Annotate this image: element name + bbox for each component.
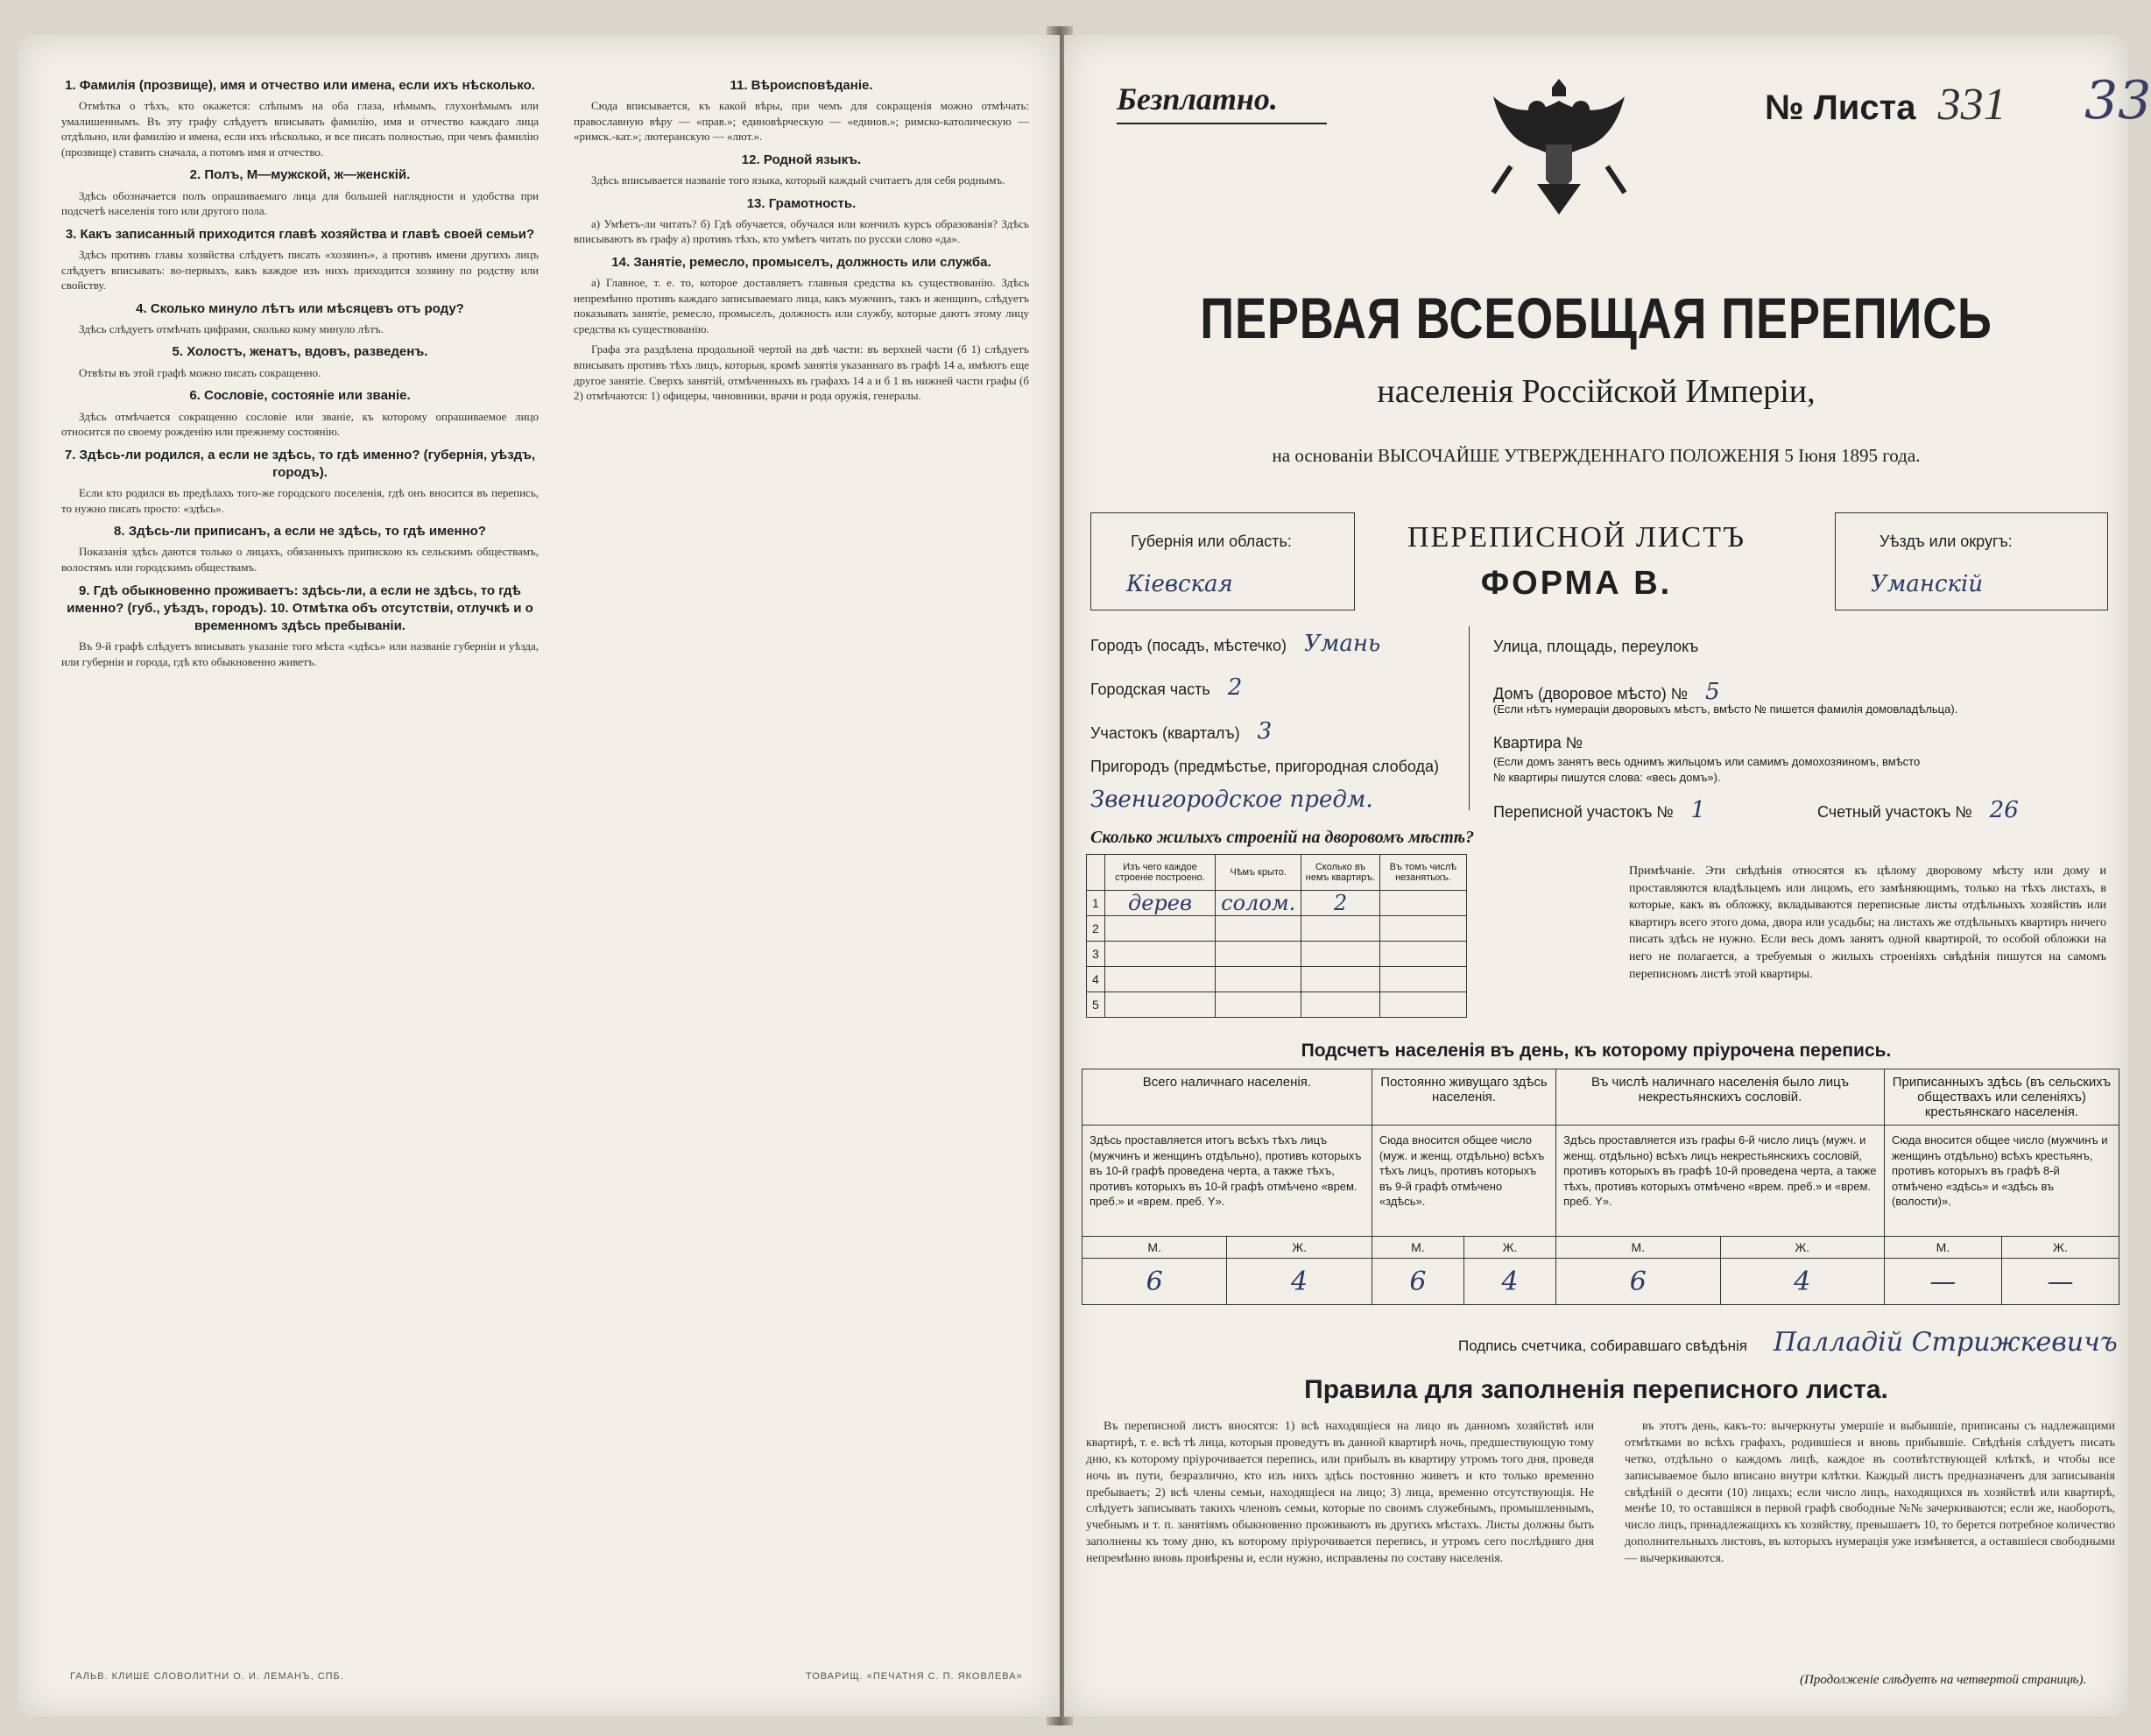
address-divider-line <box>1469 626 1470 810</box>
dom-label: Домъ (дворовое мѣсто) № <box>1493 685 1689 702</box>
dwelling-empty <box>1379 992 1466 1018</box>
census-title: ПЕРВАЯ ВСЕОБЩАЯ ПЕРЕПИСЬ <box>1200 286 1992 350</box>
instruction-text: Здѣсь вписывается названіе того языка, который каждый считаетъ для себя роднымъ. <box>591 173 1005 187</box>
prigorod-label-field: Пригородъ (предмѣстье, пригородная слобода) <box>1090 758 1440 775</box>
dwelling-header: Въ томъ числѣ незанятыхъ. <box>1379 855 1466 891</box>
instruction-heading: 13. Грамотность. <box>746 195 857 211</box>
dwelling-material <box>1104 916 1215 942</box>
pencil-page-number: 33 <box>2084 70 2151 131</box>
dwelling-row-number: 2 <box>1087 916 1105 942</box>
count-value: 4 <box>1720 1259 1884 1305</box>
uezd-value: Уманскій <box>1871 571 1984 597</box>
instruction-heading: 7. Здѣсь-ли родился, а если не здѣсь, то гдѣ именно? (губернія, уѣздъ, городъ). <box>64 447 536 480</box>
count-value: — <box>1884 1259 2001 1305</box>
dwelling-header: Сколько въ немъ квартиръ. <box>1301 855 1379 891</box>
dwelling-apartments <box>1301 967 1379 992</box>
count-header: Въ числѣ наличнаго населенія было лицъ некрестьянскихъ сословій. <box>1556 1069 1885 1126</box>
dwelling-row <box>1087 967 1467 992</box>
count-description: Здѣсь проставляется итогъ всѣхъ тѣхъ лицъ (мужчинъ и женщинъ отдѣльно), противъ которыхъ въ 10-й графѣ проведена черта, а также тѣхъ, противъ которыхъ въ 10-й графѣ отмѣчено «врем. преб.» и «врем. преб. Y». <box>1083 1126 1372 1237</box>
instruction-heading: 9. Гдѣ обыкновенно проживаетъ: здѣсь-ли, а если не здѣсь, то гдѣ именно? (губ., уѣздъ, городъ). 10. Отмѣтка объ отсутствіи, отлучкѣ и о временномъ здѣсь пребываніи. <box>67 582 533 634</box>
dwelling-empty <box>1379 942 1466 967</box>
dwelling-roof <box>1216 916 1301 942</box>
kvartira-label: Квартира № <box>1493 734 1583 752</box>
form-title-line2: ФОРМА В. <box>1480 565 1673 602</box>
gorod-field <box>1090 631 1380 657</box>
dwelling-apartments: 2 <box>1301 891 1379 916</box>
dwelling-row-number: 3 <box>1087 942 1105 967</box>
rules-column-left <box>1086 1419 1594 1571</box>
dom-value: 5 <box>1705 679 1720 705</box>
chast-label: Городская часть <box>1090 681 1210 698</box>
instruction-heading: 5. Холостъ, женатъ, вдовъ, разведенъ. <box>172 344 428 360</box>
population-count-title: Подсчетъ населенія въ день, къ которому пріурочена перепись. <box>1301 1041 1892 1061</box>
instruction-text: Здѣсь отмѣчается сокращенно сословіе или званіе, къ которому опрашиваемое лицо относится по своему рожденію или прежнему состоянію. <box>61 409 539 439</box>
ulitsa-label: Улица, площадь, переулокъ <box>1493 638 1699 655</box>
dwelling-row <box>1087 916 1467 942</box>
legal-basis-line: на основаніи ВЫСОЧАЙШЕ УТВЕРЖДЕННАГО ПОЛОЖЕНІЯ 5 Іюня 1895 года. <box>1272 445 1921 466</box>
instruction-heading: 14. Занятіе, ремесло, промыселъ, должность или служба. <box>611 255 991 271</box>
dwelling-apartments <box>1301 942 1379 967</box>
count-value: 6 <box>1372 1259 1463 1305</box>
dwelling-roof <box>1216 967 1301 992</box>
left-page-instructions <box>18 35 1060 1717</box>
printer-credit-right: ТОВАРИЩ. «ПЕЧАТНЯ С. П. ЯКОВЛЕВА» <box>806 1671 1023 1682</box>
instruction-text: Здѣсь слѣдуетъ отмѣчать цифрами, сколько кому минуло лѣтъ. <box>79 321 384 335</box>
rules-text-right: въ этотъ день, какъ-то: вычеркнуты умершіе и выбывшіе, приписаны съ надлежащими отмѣтками во всѣхъ графахъ, родившіеся и вновь прибывшіе. Свѣдѣнія слѣдуетъ писать четко, отдѣльно о каждомъ лицѣ, каждое въ соотвѣтствующей клѣткѣ, и чтобы все записываемое было вписано внутри клѣтки. Каждый листъ предназначенъ для записыванія свѣдѣній о десяти (10) лицахъ; если число лицъ, находящихся въ хозяйствѣ или квартирѣ, менѣе 10, то оставшіяся в первой графѣ свободные №№ зачеркиваются; если же, наоборотъ, число лицъ, принадлежащихъ къ хозяйству, превышаетъ 10, то берется потребное количество дополнительныхъ листовъ, въ которыхъ нумерація уже измѣняется, а оставшіеся свободными — вычеркиваются. <box>1625 1420 2115 1566</box>
schet-uchastok-value: 26 <box>1989 797 2019 823</box>
count-description: Здѣсь проставляется изъ графы 6-й число лицъ (мужч. и женщ. отдѣльно) всѣхъ лицъ некрестьянскихъ сословій, противъ которыхъ въ графѣ 10-й проведена черта, а также тѣхъ, противъ которыхъ отмѣчено «врем. преб.» и «врем. преб. Y». <box>1556 1126 1885 1237</box>
instruction-heading: 11. Вѣроисповѣданіе. <box>730 78 873 93</box>
dwelling-note: Примѣчаніе. Эти свѣдѣнія относятся къ цѣлому дворовому мѣсту или дому и проставляются владѣльцемъ или лицомъ, его замѣняющимъ, только на тѣхъ листахъ, в которые, какъ въ обложку, вкладываются переписные листы отдѣльныхъ хозяйствъ или квартиръ всего этого дома, двора или усадьбы; на листахъ же отдѣльныхъ квартиръ ничего писать здѣсь не нужно. Если весь домъ занятъ одной квартирой, то особой обложки на него не полагается, а требуемыя о жилыхъ строеніяхъ свѣдѣнія пишутся на самомъ переписномъ листѣ этой квартиры. <box>1629 864 2106 981</box>
sheet-number-printed: 331 <box>1937 80 2006 130</box>
count-value: 6 <box>1556 1259 1720 1305</box>
uchastok-value: 3 <box>1257 718 1273 745</box>
instruction-text: Если кто родился въ предѣлахъ того-же городского поселенія, гдѣ онъ вносится въ перепись, то нужно писать просто: «здѣсь». <box>61 486 539 515</box>
count-description: Сюда вносится общее число (мужчинъ и женщинъ отдѣльно) всѣхъ крестьянъ, противъ которыхъ въ графѣ 8-й отмѣчено «здѣсь» и «здѣсь въ (волости)». <box>1884 1126 2119 1237</box>
chast-value: 2 <box>1227 674 1243 701</box>
printer-credit-left: ГАЛЬВ. КЛИШЕ СЛОВОЛИТНИ О. И. ЛЕМАНЪ, СПБ. <box>70 1671 344 1682</box>
instruction-text: а) Умѣетъ-ли читать? б) Гдѣ обучается, обучался или кончилъ курсъ образованія? Здѣсь вписываютъ въ графу а) противъ тѣхъ, кто умѣетъ читать по русски слово «да». <box>574 216 1029 246</box>
rules-column-right <box>1625 1419 2115 1571</box>
perepis-uchastok-field <box>1493 797 1705 823</box>
rules-title: Правила для заполненія переписного листа. <box>1304 1375 1888 1404</box>
signature-label: Подпись счетчика, собиравшаго свѣдѣнія <box>1458 1337 1747 1354</box>
dwelling-roof: солом. <box>1216 891 1301 916</box>
dwelling-question: Сколько жилыхъ строеній на дворовомъ мѣстѣ? <box>1090 828 1475 847</box>
count-header: Приписанныхъ здѣсь (въ сельскихъ обществахъ или селеніяхъ) крестьянскаго населенія. <box>1884 1069 2119 1126</box>
right-page-census-form <box>1064 35 2151 1717</box>
count-value: 6 <box>1083 1259 1227 1305</box>
dom-note: (Если нѣтъ нумераціи дворовыхъ мѣстъ, вмѣсто № пишется фамилія домовладѣльца). <box>1493 702 1958 716</box>
continuation-note: (Продолженіе слѣдуетъ на четвертой страницѣ). <box>1800 1673 2087 1687</box>
sex-male-label: М. <box>1372 1237 1463 1259</box>
free-of-charge-label: Безплатно. <box>1117 81 1278 116</box>
dwelling-apartments <box>1301 916 1379 942</box>
dwelling-row <box>1087 891 1467 916</box>
instructions-column-1 <box>61 70 539 674</box>
count-header: Постоянно живущаго здѣсь населенія. <box>1372 1069 1555 1126</box>
uezd-box <box>1835 512 2108 610</box>
sex-male-label: М. <box>1083 1237 1227 1259</box>
dwelling-row-number: 5 <box>1087 992 1105 1018</box>
instruction-text: Здѣсь обозначается полъ опрашиваемаго лица для большей наглядности и удобства при подсчетѣ населенія того или другого пола. <box>61 188 539 218</box>
sex-female-label: Ж. <box>2001 1237 2119 1259</box>
free-label-underline <box>1117 123 1327 124</box>
gorod-value: Умань <box>1303 631 1381 657</box>
instruction-heading: 3. Какъ записанный приходится главѣ хозяйства и главѣ своей семьи? <box>65 226 535 242</box>
dwelling-empty <box>1379 967 1466 992</box>
rules-text-left: Въ переписной листъ вносятся: 1) всѣ находящіеся на лицо въ данномъ хозяйствѣ или квартирѣ, т. е. всѣ тѣ лица, которыя проведутъ въ данной квартирѣ ночь, предшествующую тому дню, къ которому пріурочивается перепись, или прибылъ въ квартиру утромъ того дня, проведя ночь въ пути, безразлично, кто изъ нихъ здѣсь постоянно живетъ и кто только временно пребываетъ; 2) всѣ члены семьи, находящіеся на лицо; 3) лица, временно отсутствующія. Не слѣдуетъ записывать такихъ членовъ семьи, которые по своимъ служебнымъ, промышленнымъ, учебнымъ и т. п. занятіямъ обыкновенно проживаютъ въ другихъ мѣстахъ. Листы должны быть заполнены къ тому дню, къ которому пріурочивается перепись, и утромъ сего послѣдняго дня непремѣнно вновь провѣрены и, если нужно, исправлены по составу населенія. <box>1086 1420 1594 1566</box>
instruction-heading: 12. Родной языкъ. <box>741 152 862 167</box>
instruction-heading: 4. Сколько минуло лѣтъ или мѣсяцевъ отъ роду? <box>136 300 464 316</box>
dwelling-material <box>1104 992 1215 1018</box>
dwelling-row-number: 4 <box>1087 967 1105 992</box>
uchastok-label: Участокъ (кварталъ) <box>1090 724 1240 742</box>
uezd-label: Уѣздъ или округъ: <box>1879 533 2013 550</box>
dwelling-roof <box>1216 992 1301 1018</box>
dwelling-apartments <box>1301 992 1379 1018</box>
schet-uchastok-label: Счетный участокъ № <box>1817 803 1972 821</box>
instruction-text: Графа эта раздѣлена продольной чертой на двѣ части: въ верхней части (б 1) слѣдуетъ вписывать противъ тѣхъ лицъ, которыя, кромѣ занятія указаннаго въ графѣ 14 а, имѣютъ еще другое занятіе. Сверхъ занятій, отмѣченныхъ въ графахъ 14 а и б 1 въ нижней части графы (б 2) отмѣчаются: 1) офицеры, чиновники, врачи и рода оружія, генералы. <box>574 342 1029 403</box>
prigorod-value-field <box>1090 787 1373 813</box>
count-value: 4 <box>1463 1259 1555 1305</box>
dom-field <box>1493 679 1720 705</box>
sheet-number-label: № Листа <box>1765 88 1916 127</box>
perepis-uchastok-label: Переписной участокъ № <box>1493 803 1674 821</box>
instruction-text: Въ 9-й графѣ слѣдуетъ вписывать указаніе того мѣста «здѣсь» или названіе губерніи и уѣзда, или губерніи и города, гдѣ кто обыкновенно живетъ. <box>61 639 539 668</box>
instruction-text: Отмѣтка о тѣхъ, кто окажется: слѣпымъ на оба глаза, нѣмымъ, глухонѣмымъ или умалишеннымъ. Въ эту графу слѣдуетъ вписывать фамилію, имя и отчество каждаго лица отдѣльно, или фамилію и имена, если ихъ нѣсколько, и все писать полностью, при чемъ фамилію (прозвище) ставить сначала, а потомъ имя и отчество. <box>61 99 539 159</box>
count-value: — <box>2001 1259 2119 1305</box>
sex-male-label: М. <box>1556 1237 1720 1259</box>
population-count-table <box>1082 1069 2119 1305</box>
instructions-column-2 <box>574 70 1029 409</box>
double-headed-eagle-emblem-icon <box>1485 61 1633 228</box>
dwelling-material <box>1104 967 1215 992</box>
kvartira-note-2: № квартиры пишутся слова: «весь домъ»). <box>1493 771 1721 784</box>
sheet-number <box>1765 79 2006 131</box>
dwelling-material: дерев <box>1104 891 1215 916</box>
gubernia-value: Кіевская <box>1126 571 1233 597</box>
prigorod-value: Звенигородское предм. <box>1090 787 1373 813</box>
dwelling-row <box>1087 992 1467 1018</box>
enumerator-signature <box>1458 1327 2118 1358</box>
dwelling-header-num <box>1087 855 1105 891</box>
dwelling-row-number: 1 <box>1087 891 1105 916</box>
form-title-block <box>1362 521 1791 603</box>
sex-female-label: Ж. <box>1463 1237 1555 1259</box>
instruction-heading: 8. Здѣсь-ли приписанъ, а если не здѣсь, то гдѣ именно? <box>114 524 486 540</box>
dwelling-header: Изъ чего каждое строеніе построено. <box>1104 855 1215 891</box>
count-header: Всего наличнаго населенія. <box>1083 1069 1372 1126</box>
sex-female-label: Ж. <box>1227 1237 1372 1259</box>
dwelling-material <box>1104 942 1215 967</box>
instruction-text: Отвѣты въ этой графѣ можно писать сокращенно. <box>79 365 321 379</box>
instruction-text: Показанія здѣсь даются только о лицахъ, обязанныхъ припискою къ сельскимъ обществамъ, волостямъ или городскимъ обществамъ. <box>61 545 539 574</box>
form-title-line1: ПЕРЕПИСНОЙ ЛИСТЪ <box>1407 521 1745 554</box>
sex-female-label: Ж. <box>1720 1237 1884 1259</box>
instruction-text: Здѣсь противъ главы хозяйства слѣдуетъ писать «хозяинъ», а противъ имени другихъ лицъ слѣдуетъ вписывать: во-первыхъ, какъ каждое изъ нихъ приходится хозяину по родству или свойству. <box>61 248 539 293</box>
dwelling-header: Чѣмъ крыто. <box>1216 855 1301 891</box>
dwelling-row <box>1087 942 1467 967</box>
instruction-heading: 1. Фамилія (прозвище), имя и отчество или имена, если ихъ нѣсколько. <box>65 78 535 93</box>
census-subtitle: населенія Россійской Имперіи, <box>1377 373 1816 410</box>
sex-male-label: М. <box>1884 1237 2001 1259</box>
gubernia-label: Губернія или область: <box>1131 533 1292 550</box>
chast-field <box>1090 674 1242 701</box>
kvartira-note-1: (Если домъ занятъ весь однимъ жильцомъ или самимъ домохозяиномъ, вмѣсто <box>1493 755 1921 768</box>
instruction-heading: 2. Полъ, М—мужской, ж—женскій. <box>189 167 411 183</box>
instruction-text: а) Главное, т. е. то, которое доставляетъ главныя средства къ существованію. Здѣсь непремѣнно противъ каждаго записываемаго лица, какъ мужчинъ, такъ и женщинъ, слѣдуетъ показывать занятіе, ремесло, промыселъ, должность или службу, которые даютъ этому лицу средства къ существованію. <box>574 276 1029 335</box>
dwelling-table <box>1086 854 1467 1018</box>
signature-value: Палладій Стрижкевичъ <box>1773 1327 2118 1358</box>
gubernia-box <box>1090 512 1355 610</box>
dwelling-roof <box>1216 942 1301 967</box>
dwelling-empty <box>1379 891 1466 916</box>
instruction-text: Сюда вписывается, къ какой вѣры, при чемъ для сокращенія можно отмѣчать: православную вѣру — «прав.»; единовѣрческую — «единов.»; римско-католическую — «римск.-кат.»; лютеранскую — «лют.». <box>574 99 1029 144</box>
dwelling-empty <box>1379 916 1466 942</box>
count-value: 4 <box>1227 1259 1372 1305</box>
schet-uchastok-field <box>1817 797 2019 823</box>
count-description: Сюда вносится общее число (муж. и женщ. отдѣльно) всѣхъ тѣхъ лицъ, противъ которыхъ въ 9-й графѣ отмѣчено «здѣсь». <box>1372 1126 1555 1237</box>
instruction-heading: 6. Сословіе, состояніе или званіе. <box>189 388 411 404</box>
uchastok-field <box>1090 718 1272 745</box>
gorod-label: Городъ (посадъ, мѣстечко) <box>1090 637 1287 654</box>
perepis-uchastok-value: 1 <box>1690 797 1706 823</box>
